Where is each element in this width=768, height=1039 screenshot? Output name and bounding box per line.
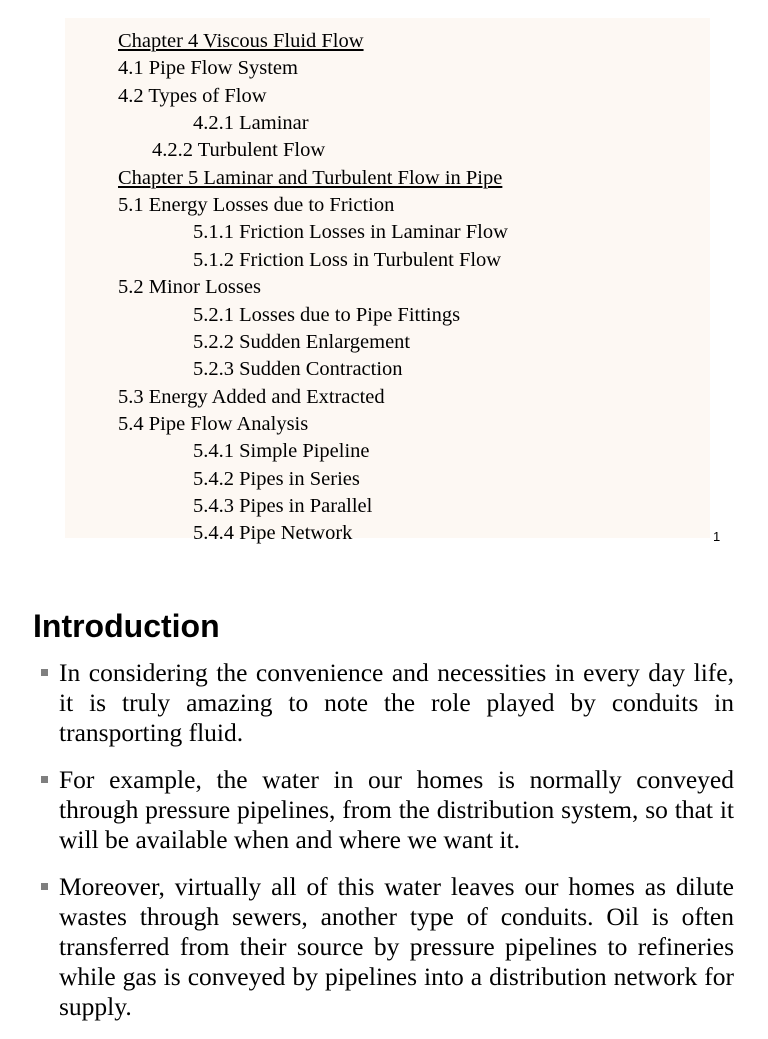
toc-entry: 5.3 Energy Added and Extracted: [118, 385, 385, 408]
square-bullet-icon: [41, 776, 48, 783]
bullet-item: [40, 872, 734, 1022]
toc-entry: 5.4.2 Pipes in Series: [193, 467, 360, 490]
bullet-item: [40, 658, 734, 748]
toc-chapter-heading: Chapter 4 Viscous Fluid Flow: [118, 30, 364, 52]
toc-entry: 4.2 Types of Flow: [118, 84, 267, 107]
toc-entry: 5.2.3 Sudden Contraction: [193, 358, 403, 381]
toc-entry: 5.2 Minor Losses: [118, 276, 261, 299]
square-bullet-icon: [41, 883, 48, 890]
square-bullet-icon: [41, 669, 48, 676]
toc-entry: 5.2.2 Sudden Enlargement: [193, 330, 411, 353]
introduction-bullets: [40, 658, 734, 1039]
toc-entry: 5.1.2 Friction Loss in Turbulent Flow: [193, 248, 502, 271]
toc-slide: [65, 18, 710, 545]
bullet-item: [40, 765, 734, 855]
toc-entry: 5.4.3 Pipes in Parallel: [193, 494, 373, 517]
toc-entry: 5.4.4 Pipe Network: [193, 522, 353, 545]
introduction-slide: [0, 580, 768, 1024]
toc-entry: 5.1 Energy Losses due to Friction: [118, 194, 395, 217]
toc-entry: 5.2.1 Losses due to Pipe Fittings: [193, 303, 461, 326]
toc-chapter-heading: Chapter 5 Laminar and Turbulent Flow in Pipe: [118, 166, 503, 189]
toc-entry: 5.1.1 Friction Losses in Laminar Flow: [193, 221, 508, 244]
toc-entry: 5.4 Pipe Flow Analysis: [118, 412, 309, 435]
slide-number: 1: [713, 529, 721, 544]
toc-entry: 4.2.2 Turbulent Flow: [152, 139, 326, 162]
introduction-title: Introduction: [33, 608, 220, 644]
bullet-text: In considering the convenience and necessities in every day life, it is truly amazing to note the role played by conduits in transporting fluid.: [59, 658, 734, 747]
table-of-contents: [65, 18, 710, 545]
toc-entry: 4.1 Pipe Flow System: [118, 57, 298, 80]
toc-entry: 4.2.1 Laminar: [193, 112, 309, 135]
bullet-text: For example, the water in our homes is normally conveyed through pressure pipelines, from the distribution system, so that it will be available when and where we want it.: [59, 765, 734, 854]
toc-entry: 5.4.1 Simple Pipeline: [193, 440, 370, 463]
bullet-text: Moreover, virtually all of this water leaves our homes as dilute wastes through sewers, another type of conduits. Oil is often transferred from their source by pressure pipelines to refineries while gas is conveyed by pipelines into a distribution network for supply.: [59, 872, 734, 1021]
